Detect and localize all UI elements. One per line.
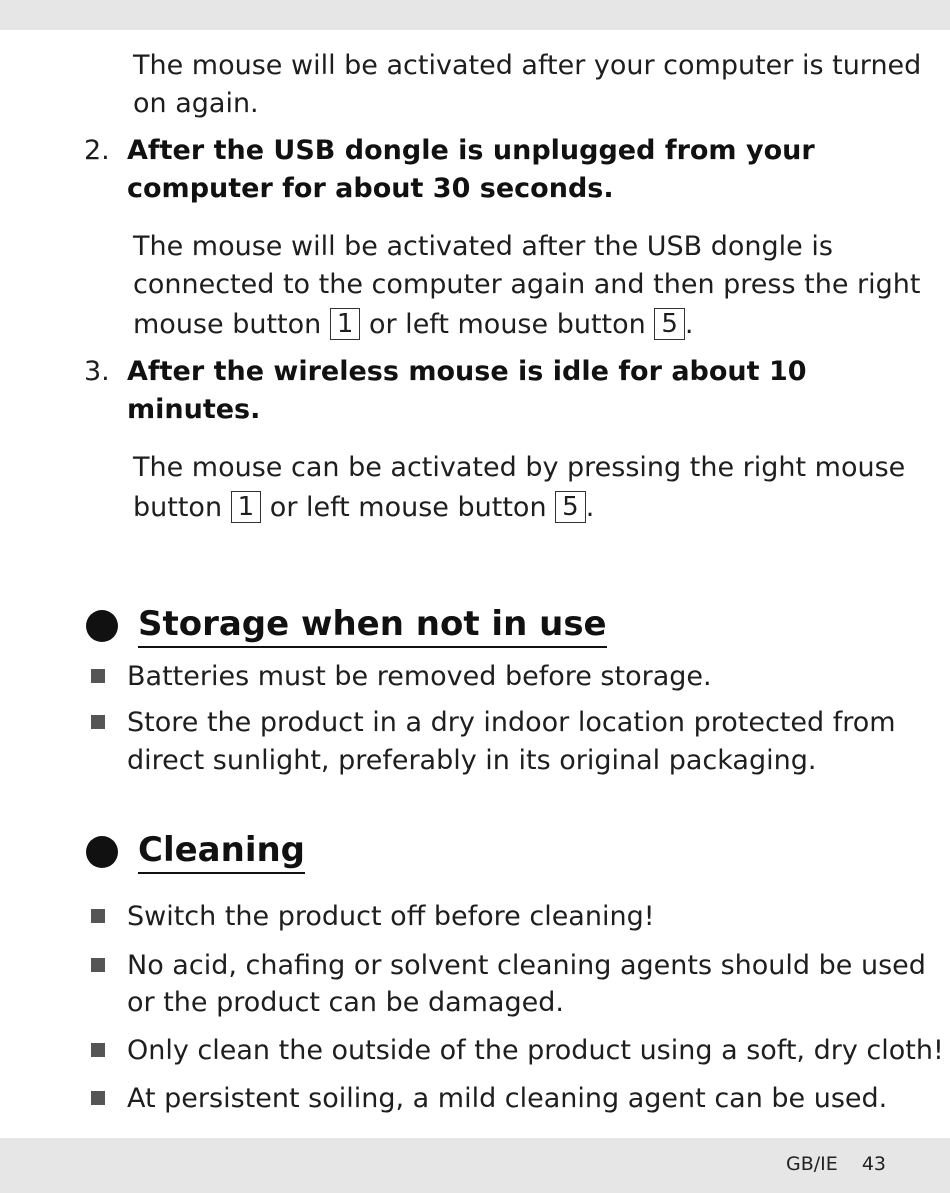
key-left-mouse-button: 5 (654, 308, 685, 340)
item-3-body-line-1: The mouse can be activated by pressing the right mouse (133, 452, 906, 483)
square-bullet-icon (91, 1043, 105, 1057)
item-3-number: 3. (84, 356, 110, 387)
square-bullet-icon (91, 669, 105, 683)
storage-title: Storage when not in use (138, 604, 607, 648)
square-bullet-icon (91, 715, 105, 729)
square-bullet-icon (91, 909, 105, 923)
storage-bullet-2-line-1: Store the product in a dry indoor location protected from (127, 707, 896, 738)
storage-bullet-2-line-2: direct sunlight, preferably in its original packaging. (127, 745, 817, 776)
cleaning-title: Cleaning (138, 830, 305, 874)
item-2-number: 2. (84, 135, 110, 166)
item-2-text-c: . (684, 309, 694, 340)
item-2-heading-line-1: After the USB dongle is unplugged from your (127, 135, 815, 166)
cleaning-bullet-4-text: At persistent soiling, a mild cleaning agent can be used. (127, 1083, 888, 1114)
page-number: 43 (861, 1153, 886, 1175)
item-3-heading-line-1: After the wireless mouse is idle for about 10 (127, 356, 807, 387)
square-bullet-icon (91, 958, 105, 972)
bullet-dot-icon (86, 610, 118, 642)
cleaning-bullet-2-line-2: or the product can be damaged. (127, 987, 564, 1018)
intro-text-line-1: The mouse will be activated after your computer is turned (133, 50, 922, 81)
item-3-text-b: or left mouse button (269, 492, 547, 523)
storage-section-heading (86, 604, 607, 648)
item-3-body-line-2 (133, 489, 913, 527)
intro-text-line-2: on again. (133, 88, 259, 119)
top-band (0, 0, 950, 30)
cleaning-bullet-1-text: Switch the product off before cleaning! (127, 901, 655, 932)
footer-region: GB/IE (785, 1153, 838, 1175)
cleaning-bullet-3-text: Only clean the outside of the product using a soft, dry cloth! (127, 1035, 944, 1066)
item-2-text-b: or left mouse button (368, 309, 646, 340)
item-2-body-line-1: The mouse will be activated after the USB dongle is (133, 231, 833, 262)
page-footer (786, 1153, 886, 1175)
item-2-body-line-2: connected to the computer again and then press the right (133, 269, 921, 300)
cleaning-section-heading (86, 830, 305, 874)
item-2-body-line-3 (133, 306, 913, 344)
square-bullet-icon (91, 1091, 105, 1105)
key-left-mouse-button: 5 (555, 491, 586, 523)
cleaning-bullet-2-line-1: No acid, chafing or solvent cleaning agents should be used (127, 950, 926, 981)
storage-bullet-1-text: Batteries must be removed before storage. (127, 661, 712, 692)
item-2-heading-line-2: computer for about 30 seconds. (127, 173, 614, 204)
item-3-heading-line-2: minutes. (127, 394, 261, 425)
bullet-dot-icon (86, 836, 118, 868)
item-2-text-a: mouse button (133, 309, 322, 340)
key-right-mouse-button: 1 (330, 308, 361, 340)
item-3-text-c: . (585, 492, 595, 523)
key-right-mouse-button: 1 (231, 491, 262, 523)
item-3-text-a: button (133, 492, 223, 523)
